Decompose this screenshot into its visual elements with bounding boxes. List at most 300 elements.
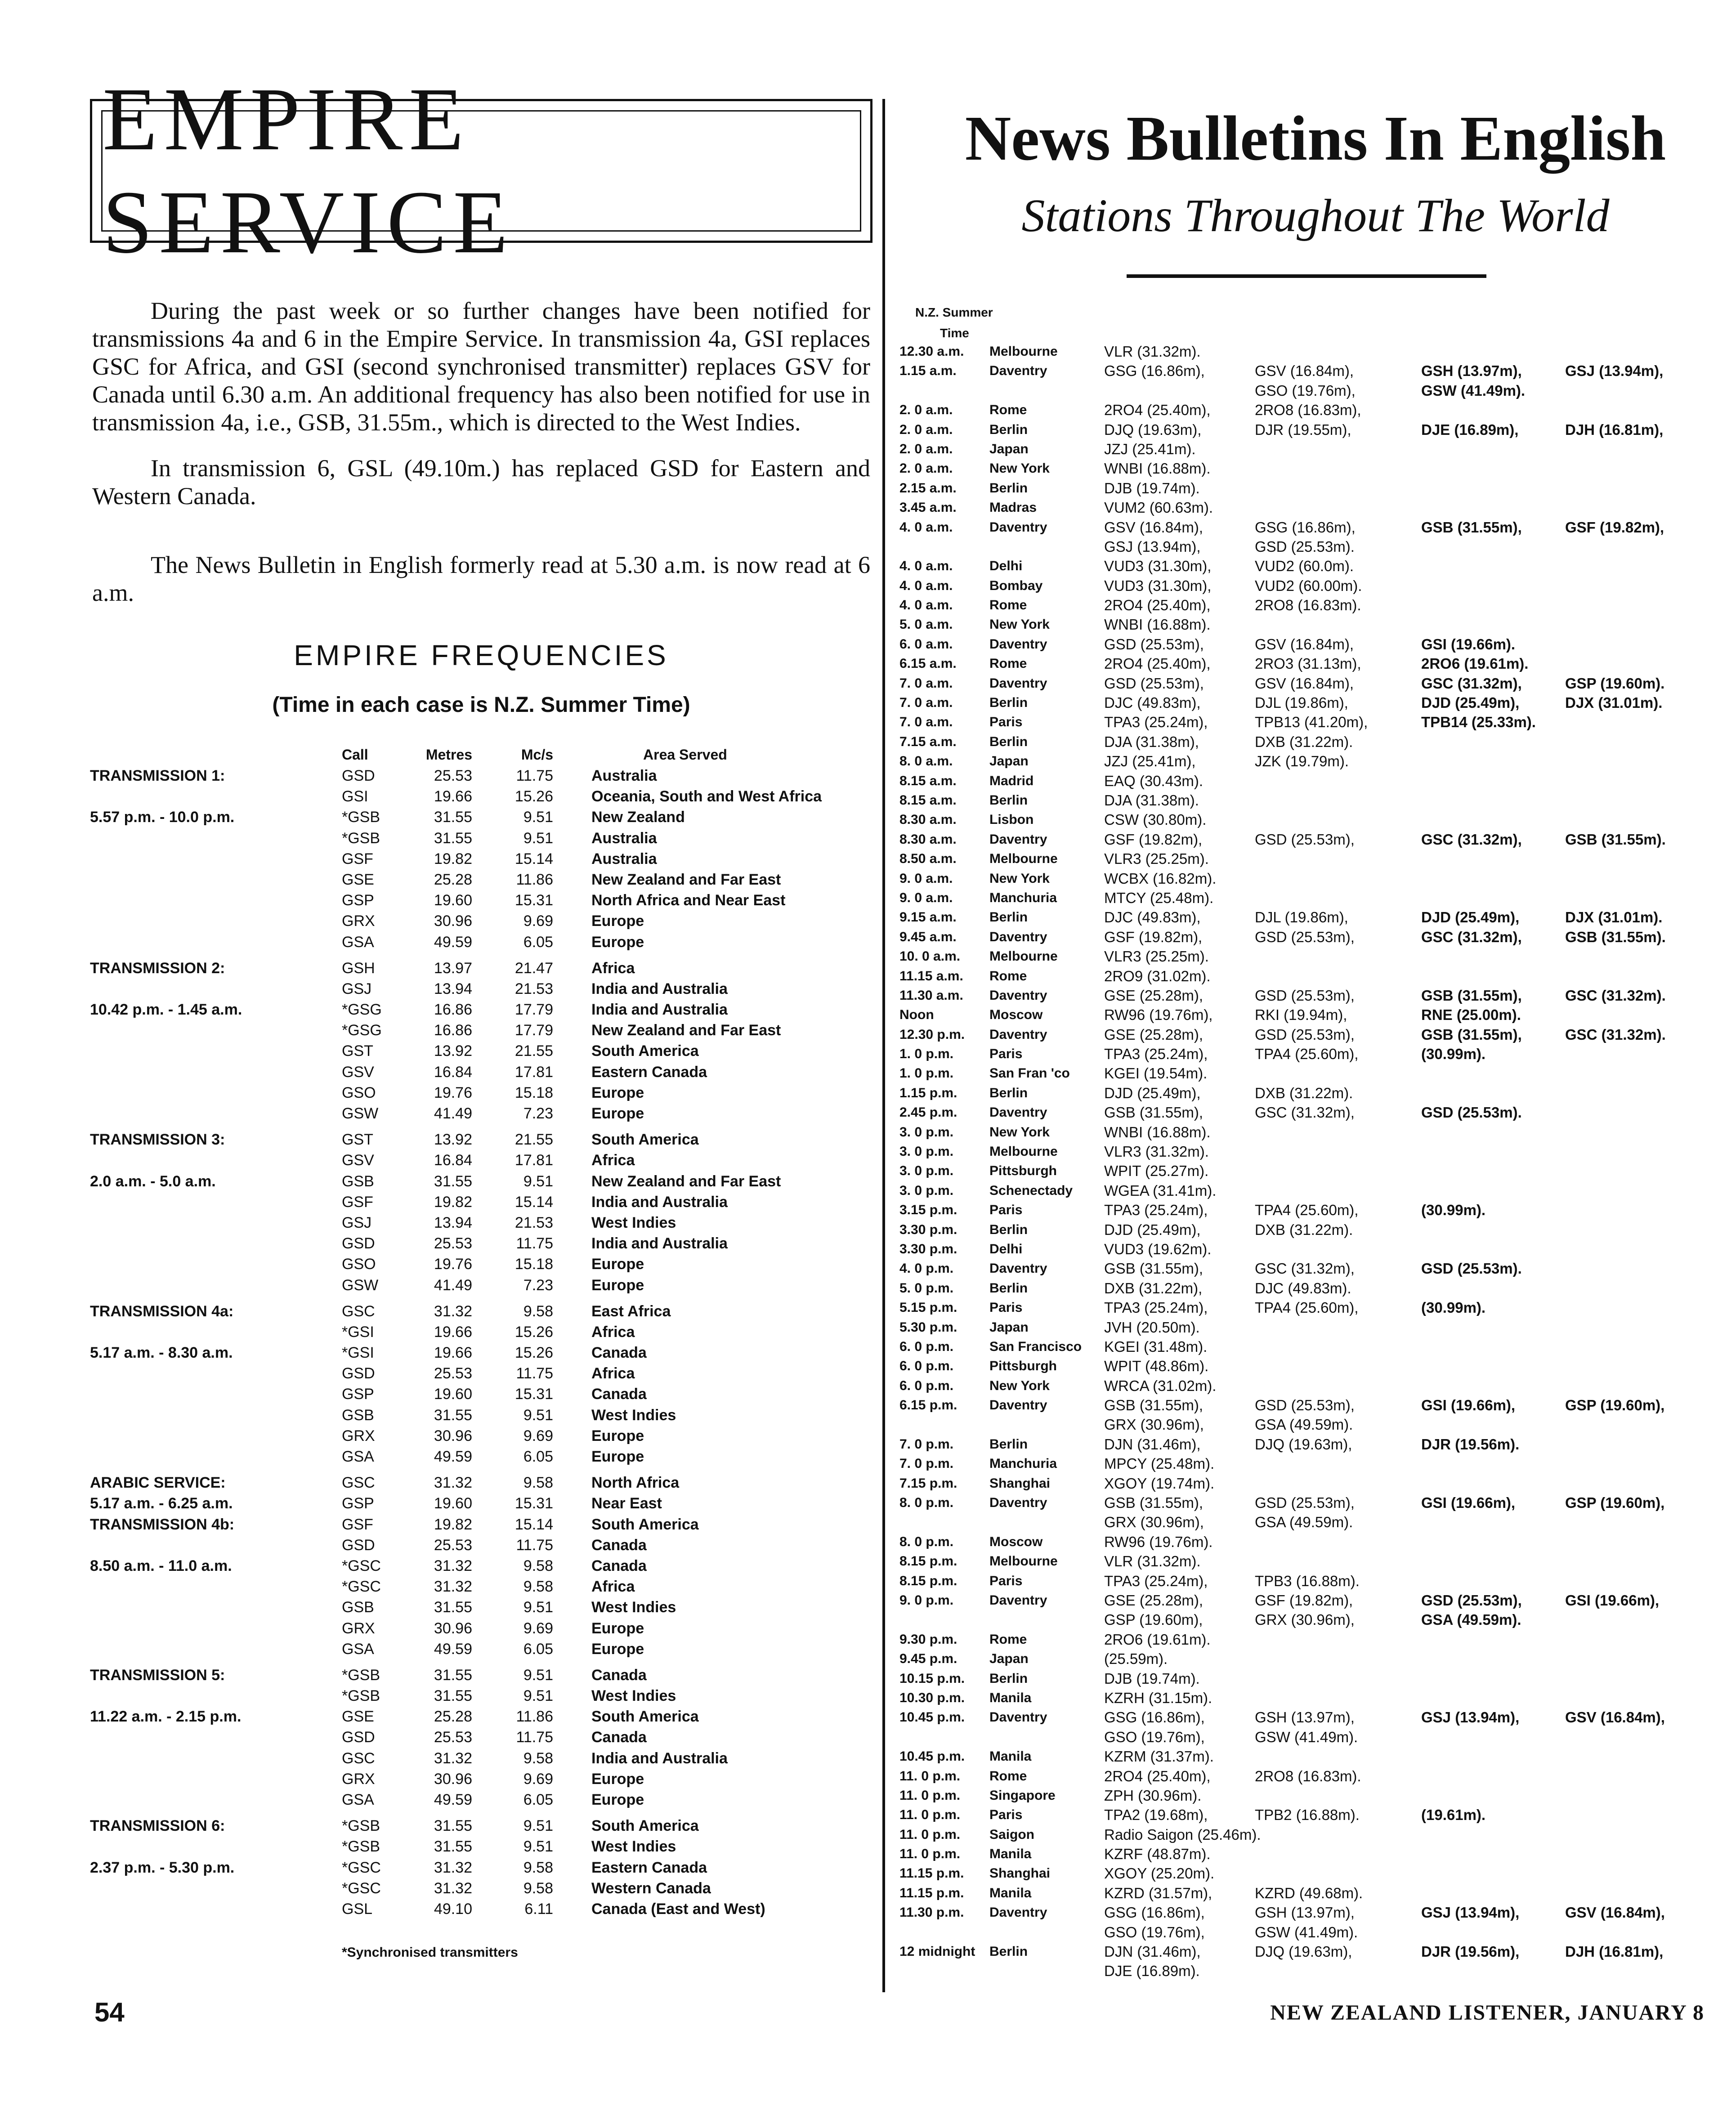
- frequency-table-header: [90, 744, 872, 762]
- bulletin-station: GSV (16.84m),: [1255, 675, 1354, 692]
- megacycles: 6.05: [523, 1448, 553, 1465]
- bulletin-station: GSI (19.66m).: [1421, 635, 1516, 653]
- call-sign: GSD: [342, 1536, 375, 1554]
- megacycles: 9.69: [523, 1619, 553, 1637]
- call-sign: *GSB: [342, 1838, 380, 1856]
- bulletin-place: Daventry: [989, 1905, 1047, 1920]
- bulletin-station: DJB (19.74m).: [1104, 479, 1200, 496]
- frequency-row: [90, 1878, 872, 1899]
- bulletin-station: GSG (16.86m),: [1255, 519, 1356, 536]
- bulletin-place: Paris: [989, 1573, 1023, 1588]
- area-served: South America: [591, 1042, 699, 1060]
- frequency-row: [90, 1748, 872, 1769]
- bulletin-place: Berlin: [989, 422, 1028, 437]
- bulletin-time: 2. 0 a.m.: [899, 461, 953, 476]
- bulletin-place: New York: [989, 1124, 1050, 1140]
- col-call: Call: [342, 747, 368, 763]
- area-served: Europe: [591, 933, 644, 951]
- call-sign: GSD: [342, 1365, 375, 1382]
- frequency-row: [90, 1493, 872, 1514]
- bulletin-station: GSC (31.32m),: [1255, 1260, 1355, 1277]
- bulletin-row: [899, 1220, 1732, 1239]
- bulletin-time: 6.15 a.m.: [899, 656, 957, 671]
- bulletin-station: DJD (25.49m),: [1104, 1221, 1201, 1238]
- bulletin-time: 8.15 p.m.: [899, 1554, 957, 1569]
- metres: 31.55: [434, 1406, 472, 1424]
- megacycles: 9.58: [523, 1578, 553, 1596]
- frequency-row: [90, 1639, 872, 1659]
- call-sign: *GSC: [342, 1578, 381, 1596]
- megacycles: 9.51: [523, 1172, 553, 1190]
- bulletin-station: TPA4 (25.60m),: [1255, 1046, 1359, 1063]
- bulletin-row: [899, 1805, 1732, 1824]
- bulletin-place: Manila: [989, 1847, 1032, 1862]
- megacycles: 9.58: [523, 1557, 553, 1574]
- bulletin-station: DJQ (19.63m),: [1255, 1435, 1352, 1453]
- bulletin-station: GSG (16.86m),: [1104, 1709, 1205, 1726]
- bulletin-station: DJE (16.89m).: [1104, 1963, 1200, 1980]
- megacycles: 21.53: [515, 1214, 553, 1231]
- bulletin-place: Pittsburgh: [989, 1163, 1057, 1179]
- megacycles: 11.75: [516, 767, 553, 784]
- megacycles: 11.75: [516, 1729, 553, 1746]
- call-sign: GSB: [342, 1406, 374, 1424]
- metres: 19.66: [434, 788, 472, 805]
- bulletin-station: GSD (25.53m),: [1255, 1494, 1355, 1511]
- bulletin-row: [899, 459, 1732, 478]
- bulletin-place: Schenectady: [989, 1183, 1073, 1198]
- bulletin-place: Daventry: [989, 1593, 1047, 1608]
- bulletin-place: Daventry: [989, 832, 1047, 847]
- metres: 49.59: [434, 933, 472, 951]
- bulletin-row: [899, 381, 1732, 400]
- bulletin-station: GSH (13.97m),: [1421, 362, 1522, 380]
- megacycles: 7.23: [523, 1105, 553, 1122]
- bulletin-row: [899, 342, 1732, 361]
- bulletin-row: [899, 1883, 1732, 1903]
- bulletin-station: GRX (30.96m),: [1104, 1514, 1204, 1531]
- megacycles: 15.31: [515, 1386, 553, 1403]
- bulletin-row: [899, 732, 1732, 751]
- bulletin-place: Berlin: [989, 1085, 1028, 1100]
- area-served: Africa: [591, 959, 635, 977]
- bulletin-station: GSP (19.60m),: [1104, 1611, 1203, 1628]
- frequency-row: [90, 1686, 872, 1706]
- metres: 13.94: [434, 980, 472, 997]
- bulletin-station: TPA4 (25.60m),: [1255, 1202, 1359, 1219]
- call-sign: GSD: [342, 1729, 375, 1746]
- bulletin-station: DJL (19.86m),: [1255, 909, 1348, 926]
- frequency-row: [90, 1062, 872, 1082]
- bulletin-station: GSV (16.84m),: [1565, 1709, 1665, 1726]
- bulletin-station: GSD (25.53m).: [1255, 538, 1355, 555]
- megacycles: 9.51: [523, 1599, 553, 1616]
- bulletin-station: GSV (16.84m),: [1255, 362, 1354, 380]
- bulletin-time: 11. 0 p.m.: [899, 1827, 961, 1842]
- call-sign: GSP: [342, 1386, 374, 1403]
- bulletin-place: Bombay: [989, 578, 1043, 593]
- bulletin-station: GSD (25.53m),: [1421, 1592, 1522, 1609]
- call-sign: GST: [342, 1042, 373, 1060]
- megacycles: 17.79: [515, 1001, 553, 1019]
- call-sign: GST: [342, 1131, 373, 1149]
- area-served: Europe: [591, 1791, 644, 1808]
- bulletin-station: GSB (31.55m),: [1421, 519, 1522, 536]
- bulletin-station: DJA (31.38m).: [1104, 791, 1199, 809]
- metres: 31.32: [434, 1302, 472, 1320]
- bulletin-time: 8. 0 p.m.: [899, 1495, 954, 1511]
- call-sign: GRX: [342, 1619, 375, 1637]
- metres: 19.76: [434, 1084, 472, 1101]
- area-served: East Africa: [591, 1302, 671, 1320]
- bulletin-row: [899, 654, 1732, 673]
- bulletin-station: GSI (19.66m),: [1421, 1494, 1516, 1511]
- bulletin-station: DJL (19.86m),: [1255, 694, 1348, 711]
- call-sign: GSA: [342, 1791, 374, 1808]
- bulletin-time: 8.15 p.m.: [899, 1573, 957, 1588]
- bulletin-station: GSW (41.49m).: [1255, 1923, 1358, 1941]
- area-served: Europe: [591, 1770, 644, 1788]
- metres: 16.84: [434, 1152, 472, 1169]
- bulletin-station: MTCY (25.48m).: [1104, 889, 1214, 906]
- megacycles: 21.55: [515, 1042, 553, 1060]
- bulletin-row: [899, 1356, 1732, 1376]
- bulletin-station: Radio Saigon (25.46m).: [1104, 1826, 1261, 1843]
- megacycles: 11.75: [516, 1536, 553, 1554]
- bulletin-place: Berlin: [989, 1280, 1028, 1296]
- bulletin-row: [899, 400, 1732, 420]
- bulletin-station: VLR3 (25.25m).: [1104, 850, 1209, 867]
- bulletin-station: GSB (31.55m),: [1421, 1026, 1522, 1043]
- col-metres: Metres: [425, 747, 472, 763]
- bulletin-station: GSF (19.82m),: [1104, 928, 1203, 945]
- col-mcs: Mc/s: [521, 747, 553, 763]
- bulletin-row: [899, 1766, 1732, 1786]
- bulletin-station: 2RO9 (31.02m).: [1104, 967, 1211, 984]
- frequency-row: [90, 1212, 872, 1233]
- bulletin-station: 2RO4 (25.40m),: [1104, 402, 1211, 419]
- bulletin-station: DJB (19.74m).: [1104, 1670, 1200, 1687]
- bulletin-place: Berlin: [989, 695, 1028, 711]
- bulletin-row: [899, 1279, 1732, 1298]
- bulletin-row: [899, 986, 1732, 1005]
- bulletin-station: GSI (19.66m),: [1565, 1592, 1660, 1609]
- bulletin-place: Manila: [989, 1690, 1032, 1705]
- bulletin-place: Japan: [989, 1651, 1029, 1667]
- bulletin-time: 7.15 p.m.: [899, 1476, 957, 1491]
- bulletin-station: GSW (41.49m).: [1421, 382, 1526, 399]
- call-sign: GSO: [342, 1256, 376, 1273]
- bulletin-row: [899, 498, 1732, 517]
- bulletin-place: Shanghai: [989, 1866, 1051, 1881]
- transmission-label: 5.57 p.m. - 10.0 p.m.: [90, 809, 235, 826]
- bulletin-station: EAQ (30.43m).: [1104, 772, 1204, 789]
- frequency-row: [90, 1192, 872, 1212]
- transmission-label: 2.0 a.m. - 5.0 a.m.: [90, 1172, 216, 1190]
- bulletin-row: [899, 1630, 1732, 1649]
- megacycles: 15.26: [515, 1323, 553, 1341]
- metres: 31.55: [434, 1599, 472, 1616]
- bulletin-station: VUD3 (31.30m),: [1104, 558, 1212, 575]
- call-sign: GSF: [342, 1516, 373, 1533]
- frequency-row: [90, 869, 872, 890]
- call-sign: GSE: [342, 1708, 374, 1726]
- bulletin-station: GSH (13.97m),: [1255, 1709, 1355, 1726]
- area-served: Europe: [591, 912, 644, 930]
- bulletin-time: 3.45 a.m.: [899, 500, 957, 515]
- bulletin-station: 2RO8 (16.83m).: [1255, 597, 1361, 614]
- bulletin-place: Manchuria: [989, 890, 1057, 905]
- bulletin-row: [899, 1688, 1732, 1708]
- transmission-label: TRANSMISSION 5:: [90, 1666, 225, 1684]
- metres: 13.94: [434, 1214, 472, 1231]
- call-sign: *GSB: [342, 829, 380, 847]
- bulletin-row: [899, 712, 1732, 732]
- bulletin-place: Japan: [989, 754, 1029, 769]
- frequency-row: [90, 849, 872, 869]
- bulletin-place: Berlin: [989, 734, 1028, 749]
- bulletin-station: 2RO4 (25.40m),: [1104, 655, 1211, 672]
- bulletin-time: 4. 0 a.m.: [899, 559, 953, 574]
- megacycles: 15.14: [515, 1193, 553, 1211]
- bulletin-row: [899, 1532, 1732, 1552]
- bulletin-station: DJX (31.01m).: [1565, 694, 1663, 711]
- metres: 31.32: [434, 1859, 472, 1876]
- frequency-row: [90, 1233, 872, 1254]
- bulletin-station: GSD (25.53m).: [1421, 1260, 1522, 1277]
- megacycles: 17.81: [515, 1063, 553, 1081]
- bulletin-time: 3. 0 p.m.: [899, 1144, 954, 1159]
- metres: 25.53: [434, 767, 472, 784]
- bulletin-station: GSP (19.60m),: [1565, 1494, 1665, 1511]
- bulletin-row: [899, 1181, 1732, 1200]
- bulletin-row: [899, 927, 1732, 947]
- bulletin-place: Rome: [989, 598, 1027, 613]
- bulletin-time: 12.30 p.m.: [899, 1027, 965, 1042]
- bulletin-station: GSC (31.32m),: [1421, 831, 1522, 848]
- call-sign: GSP: [342, 1495, 374, 1512]
- bulletin-row: [899, 1298, 1732, 1317]
- bulletin-station: DJD (25.49m),: [1104, 1084, 1201, 1101]
- bulletin-station: DJD (25.49m),: [1421, 909, 1520, 926]
- frequency-row: [90, 1665, 872, 1686]
- metres: 30.96: [434, 1770, 472, 1788]
- bulletin-place: Daventry: [989, 636, 1047, 652]
- bulletin-row: [899, 595, 1732, 615]
- empire-frequencies-subheading: (Time in each case is N.Z. Summer Time): [272, 693, 690, 717]
- bulletin-station: DJC (49.83m),: [1104, 694, 1201, 711]
- bulletin-station: (30.99m).: [1421, 1299, 1486, 1316]
- bulletin-station: GSD (25.53m),: [1255, 928, 1355, 945]
- bulletin-row: [899, 1044, 1732, 1064]
- bulletin-station: DXB (31.22m).: [1255, 733, 1353, 750]
- bulletin-place: Daventry: [989, 1495, 1047, 1511]
- bulletin-row: [899, 1727, 1732, 1747]
- call-sign: GSV: [342, 1063, 374, 1081]
- bulletin-time: 9. 0 p.m.: [899, 1593, 954, 1608]
- megacycles: 15.14: [515, 1516, 553, 1533]
- bulletin-place: Daventry: [989, 1398, 1047, 1413]
- bulletin-row: [899, 693, 1732, 712]
- call-sign: *GSB: [342, 1817, 380, 1835]
- bulletin-time: 4. 0 a.m.: [899, 578, 953, 593]
- metres: 16.86: [434, 1022, 472, 1039]
- bulletin-place: Berlin: [989, 1671, 1028, 1686]
- bulletin-place: Daventry: [989, 675, 1047, 691]
- bulletin-time: 10.30 p.m.: [899, 1690, 965, 1705]
- bulletin-station: TPA2 (19.68m),: [1104, 1806, 1208, 1824]
- frequency-row: [90, 958, 872, 979]
- bulletin-station: WPIT (25.27m).: [1104, 1163, 1209, 1180]
- bulletin-row: [899, 1474, 1732, 1493]
- area-served: Eastern Canada: [591, 1859, 707, 1876]
- bulletin-row: [899, 1844, 1732, 1864]
- bulletin-time: Noon: [899, 1007, 934, 1023]
- bulletin-place: Japan: [989, 441, 1029, 456]
- call-sign: GSJ: [342, 1214, 372, 1231]
- bulletin-row: [899, 635, 1732, 654]
- bulletin-time: 3. 0 p.m.: [899, 1163, 954, 1179]
- call-sign: *GSC: [342, 1557, 381, 1574]
- empire-frequencies-heading: EMPIRE FREQUENCIES: [294, 639, 669, 671]
- bulletin-time: 12.30 a.m.: [899, 344, 964, 359]
- bulletin-row: [899, 1903, 1732, 1922]
- bulletin-place: New York: [989, 1378, 1050, 1393]
- transmission-label: 11.22 a.m. - 2.15 p.m.: [90, 1708, 242, 1726]
- frequency-row: [90, 1472, 872, 1493]
- frequency-table: [90, 765, 872, 1919]
- frequency-row: [90, 1597, 872, 1618]
- bulletin-row: [899, 1493, 1732, 1512]
- megacycles: 21.55: [515, 1131, 553, 1149]
- transmission-label: ARABIC SERVICE:: [90, 1474, 226, 1492]
- bulletin-station: GSB (31.55m),: [1104, 1494, 1204, 1511]
- bulletin-time: 9. 0 a.m.: [899, 890, 953, 905]
- bulletin-row: [899, 537, 1732, 556]
- area-served: Canada (East and West): [591, 1900, 765, 1918]
- bulletin-time: 11. 0 p.m.: [899, 1847, 961, 1862]
- bulletin-place: New York: [989, 871, 1050, 886]
- bulletin-row: [899, 518, 1732, 537]
- megacycles: 9.51: [523, 1817, 553, 1835]
- frequency-row: [90, 828, 872, 849]
- title-rule: [1127, 274, 1486, 278]
- bulletin-time: 3.15 p.m.: [899, 1203, 957, 1218]
- bulletin-place: Berlin: [989, 480, 1028, 496]
- bulletin-row: [899, 888, 1732, 908]
- frequency-row: [90, 1769, 872, 1789]
- bulletin-time: 6. 0 p.m.: [899, 1339, 954, 1354]
- megacycles: 9.51: [523, 1838, 553, 1856]
- megacycles: 15.26: [515, 788, 553, 805]
- bulletin-station: (30.99m).: [1421, 1046, 1486, 1063]
- transmission-label: TRANSMISSION 4b:: [90, 1516, 235, 1533]
- table-footnote: *Synchronised transmitters: [342, 1945, 518, 1960]
- metres: 25.53: [434, 1536, 472, 1554]
- bulletin-time: 2.45 p.m.: [899, 1105, 957, 1120]
- area-served: Australia: [591, 767, 657, 784]
- bulletin-row: [899, 1591, 1732, 1610]
- bulletin-station: GSW (41.49m).: [1255, 1728, 1358, 1745]
- metres: 25.53: [434, 1235, 472, 1252]
- megacycles: 9.69: [523, 1770, 553, 1788]
- bulletin-station: JZJ (25.41m),: [1104, 753, 1196, 770]
- bulletin-time: 1. 0 p.m.: [899, 1046, 954, 1062]
- bulletin-row: [899, 478, 1732, 498]
- bulletin-station: VUD2 (60.0m).: [1255, 558, 1354, 575]
- bulletin-place: Berlin: [989, 792, 1028, 808]
- transmission-label: 2.37 p.m. - 5.30 p.m.: [90, 1859, 235, 1876]
- bulletin-station: KGEI (19.54m).: [1104, 1065, 1208, 1082]
- bulletin-station: 2RO4 (25.40m),: [1104, 597, 1211, 614]
- bulletin-row: [899, 1512, 1732, 1532]
- bulletin-row: [899, 420, 1732, 439]
- bulletin-row: [899, 1122, 1732, 1142]
- bulletin-row: [899, 908, 1732, 927]
- bulletin-station: GSD (25.53m),: [1255, 831, 1355, 848]
- bulletin-station: WRCA (31.02m).: [1104, 1377, 1217, 1394]
- bulletin-station: GSD (25.53m),: [1255, 1026, 1355, 1043]
- bulletin-time: 10.45 p.m.: [899, 1710, 965, 1725]
- bulletin-place: Rome: [989, 656, 1027, 671]
- megacycles: 11.86: [516, 1708, 553, 1726]
- bulletin-place: Singapore: [989, 1788, 1056, 1803]
- area-served: West Indies: [591, 1838, 676, 1856]
- call-sign: GSC: [342, 1474, 375, 1492]
- area-served: Eastern Canada: [591, 1063, 707, 1081]
- bulletin-station: GSO (19.76m),: [1104, 1923, 1205, 1941]
- bulletin-place: Lisbon: [989, 812, 1034, 827]
- bulletin-row: [899, 1435, 1732, 1454]
- bulletin-station: GSD (25.53m),: [1255, 987, 1355, 1004]
- call-sign: *GSB: [342, 1687, 380, 1705]
- metres: 19.76: [434, 1256, 472, 1273]
- bulletin-station: GSP (19.60m).: [1565, 675, 1665, 692]
- publication-line: NEW ZEALAND LISTENER, JANUARY 8: [1270, 2001, 1705, 2025]
- bulletin-row: [899, 576, 1732, 595]
- bulletin-station: DJR (19.56m),: [1421, 1943, 1520, 1960]
- bulletin-station: DJE (16.89m),: [1421, 421, 1519, 438]
- bulletin-place: Berlin: [989, 910, 1028, 925]
- bulletin-time: 3. 0 p.m.: [899, 1183, 954, 1198]
- megacycles: 9.69: [523, 912, 553, 930]
- area-served: Europe: [591, 1256, 644, 1273]
- bulletin-time: 8.30 a.m.: [899, 832, 957, 847]
- bulletin-place: Berlin: [989, 1944, 1028, 1959]
- bulletin-row: [899, 1200, 1732, 1220]
- area-served: India and Australia: [591, 1193, 728, 1211]
- bulletin-row: [899, 1142, 1732, 1161]
- metres: 30.96: [434, 1427, 472, 1444]
- metres: 13.97: [434, 959, 472, 977]
- bulletin-station: JZK (19.79m).: [1255, 753, 1349, 770]
- bulletin-station: VLR3 (31.32m).: [1104, 1143, 1209, 1160]
- bulletin-place: Manila: [989, 1749, 1032, 1764]
- bulletin-station: WNBI (16.88m).: [1104, 616, 1211, 633]
- bulletin-station: JVH (20.50m).: [1104, 1319, 1200, 1336]
- frequency-row: [90, 1041, 872, 1061]
- frequency-row: [90, 1899, 872, 1919]
- bulletin-station: GSC (31.32m).: [1565, 1026, 1666, 1043]
- megacycles: 17.81: [515, 1152, 553, 1169]
- megacycles: 9.58: [523, 1879, 553, 1897]
- bulletin-station: CSW (30.80m).: [1104, 811, 1207, 828]
- call-sign: GSF: [342, 1193, 373, 1211]
- metres: 25.53: [434, 1365, 472, 1382]
- bulletin-station: GSC (31.32m),: [1255, 1104, 1355, 1121]
- call-sign: GRX: [342, 1427, 375, 1444]
- frequency-row: [90, 1363, 872, 1384]
